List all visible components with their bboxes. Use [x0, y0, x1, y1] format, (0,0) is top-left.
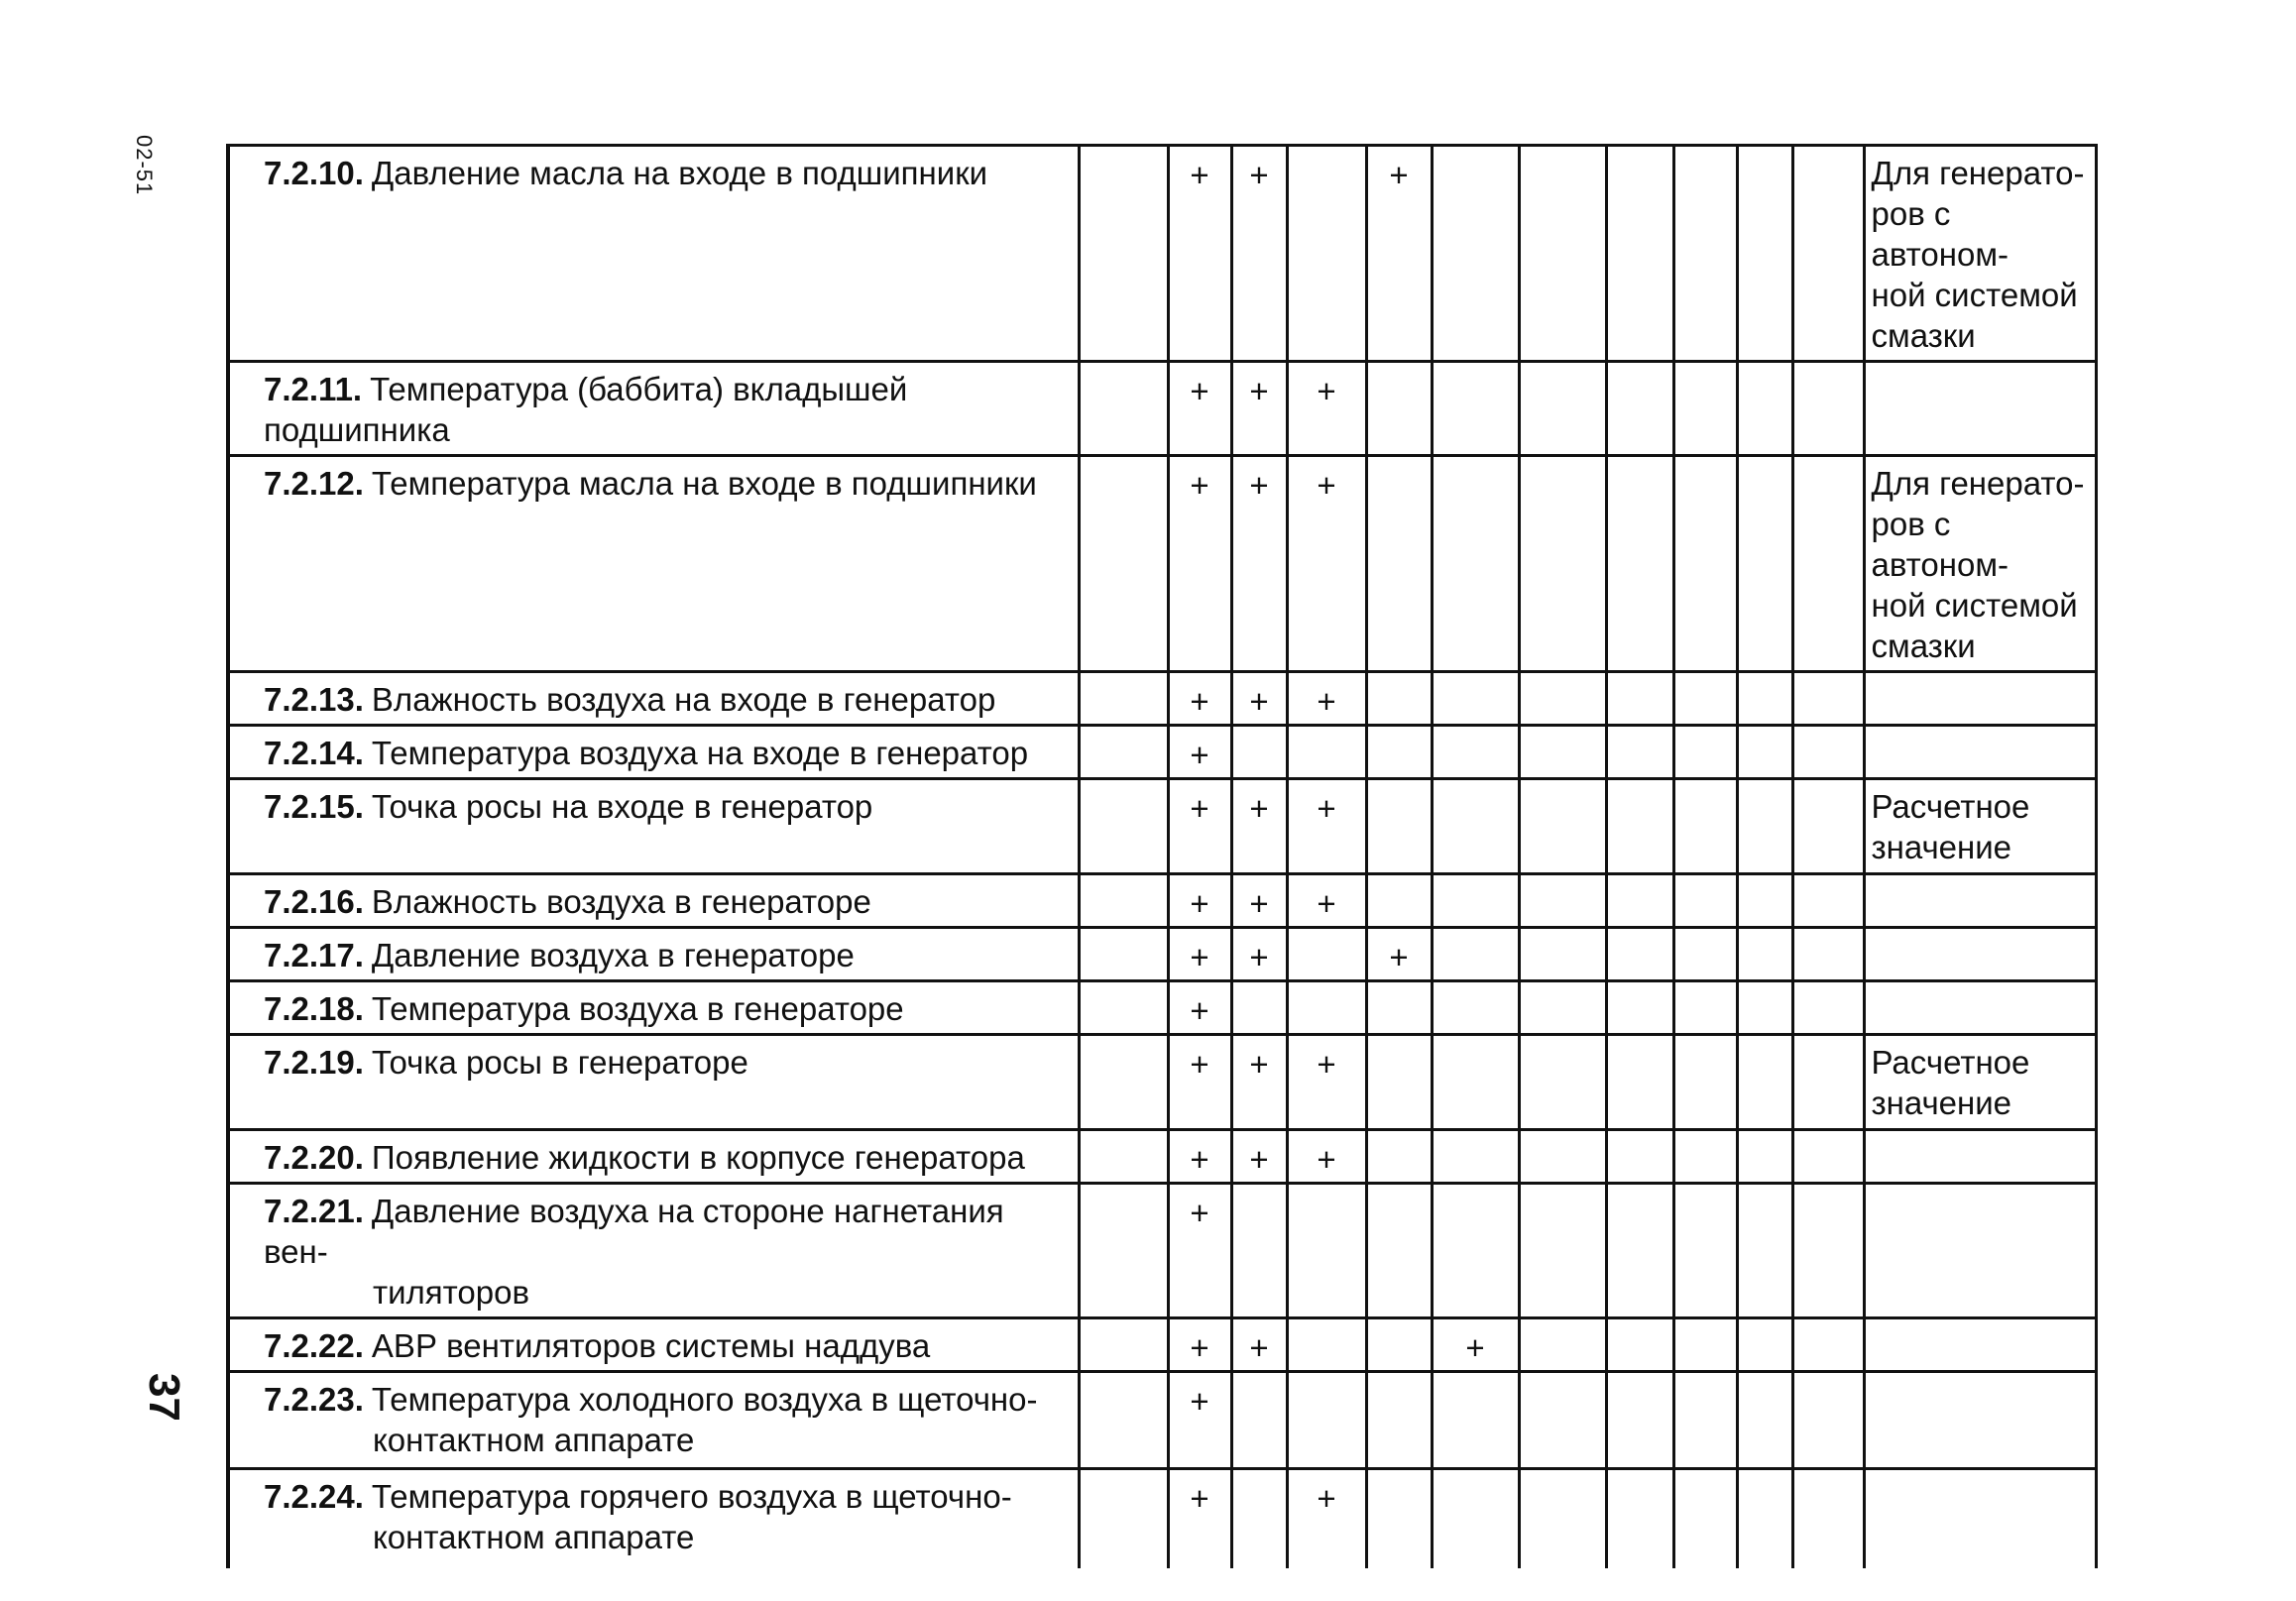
table-row: [228, 1318, 2096, 1372]
mark-cell: [1673, 1318, 1737, 1372]
note-cell: [1864, 146, 2096, 362]
parameter-cell: [228, 456, 1079, 672]
mark-cell: [1737, 1469, 1792, 1568]
mark-cell: [1792, 456, 1864, 672]
parameter-name-continuation: контактном аппарате: [373, 1519, 695, 1555]
mark-cell: [1519, 362, 1606, 456]
mark-cell: [1432, 146, 1519, 362]
mark-cell: +: [1168, 1184, 1231, 1318]
mark-cell: [1673, 1184, 1737, 1318]
mark-cell: [1079, 981, 1168, 1035]
mark-cell: [1366, 726, 1432, 779]
table-row: [228, 146, 2096, 362]
note-line: ров с автоном-: [1871, 506, 2009, 583]
mark-cell: [1432, 1372, 1519, 1469]
mark-cell: [1737, 779, 1792, 874]
mark-cell: +: [1366, 928, 1432, 981]
mark-cell: +: [1231, 146, 1287, 362]
mark-cell: [1079, 362, 1168, 456]
note-cell: [1864, 672, 2096, 726]
table-row: [228, 874, 2096, 928]
note-cell: [1864, 362, 2096, 456]
parameter-name-continuation: тиляторов: [373, 1274, 530, 1311]
mark-cell: [1737, 726, 1792, 779]
mark-cell: [1737, 874, 1792, 928]
mark-cell: [1432, 874, 1519, 928]
mark-cell: [1737, 981, 1792, 1035]
note-cell: [1864, 928, 2096, 981]
mark-cell: [1231, 1469, 1287, 1568]
mark-cell: +: [1231, 672, 1287, 726]
table-row: [228, 779, 2096, 874]
table-row: [228, 1035, 2096, 1130]
mark-cell: +: [1168, 874, 1231, 928]
mark-cell: [1366, 362, 1432, 456]
mark-cell: [1737, 928, 1792, 981]
table-row: [228, 726, 2096, 779]
mark-cell: [1737, 1035, 1792, 1130]
parameter-name: Температура горячего воздуха в щеточно-: [371, 1478, 1012, 1515]
mark-cell: [1079, 779, 1168, 874]
mark-cell: [1079, 672, 1168, 726]
note-cell: [1864, 726, 2096, 779]
table-row: [228, 456, 2096, 672]
mark-cell: [1079, 1035, 1168, 1130]
mark-cell: [1231, 726, 1287, 779]
parameter-name-continuation: контактном аппарате: [373, 1422, 695, 1458]
mark-cell: [1673, 672, 1737, 726]
note-cell: [1864, 1469, 2096, 1568]
mark-cell: [1079, 726, 1168, 779]
mark-cell: [1519, 1130, 1606, 1184]
parameter-name: Влажность воздуха на входе в генератор: [371, 681, 996, 718]
parameter-cell: [228, 1318, 1079, 1372]
mark-cell: [1737, 362, 1792, 456]
mark-cell: [1606, 779, 1673, 874]
mark-cell: [1792, 874, 1864, 928]
mark-cell: +: [1231, 1318, 1287, 1372]
note-line: значение: [1871, 1085, 2012, 1121]
note-cell: [1864, 1130, 2096, 1184]
mark-cell: [1287, 146, 1366, 362]
mark-cell: [1606, 726, 1673, 779]
note-cell: [1864, 1184, 2096, 1318]
mark-cell: [1606, 1130, 1673, 1184]
parameter-cell: [228, 1372, 1079, 1469]
parameter-cell: [228, 1469, 1079, 1568]
document-code: 02-51: [132, 135, 157, 196]
parameter-name: Температура холодного воздуха в щеточно-: [371, 1381, 1038, 1418]
parameter-name: Давление масла на входе в подшипники: [371, 155, 988, 191]
note-cell: [1864, 874, 2096, 928]
item-number: 7.2.12.: [264, 465, 364, 502]
item-number: 7.2.14.: [264, 735, 364, 771]
mark-cell: [1606, 672, 1673, 726]
mark-cell: [1606, 928, 1673, 981]
mark-cell: [1231, 1184, 1287, 1318]
mark-cell: [1432, 1469, 1519, 1568]
mark-cell: [1079, 874, 1168, 928]
mark-cell: +: [1366, 146, 1432, 362]
mark-cell: [1673, 1372, 1737, 1469]
mark-cell: [1366, 1372, 1432, 1469]
item-number: 7.2.13.: [264, 681, 364, 718]
item-number: 7.2.24.: [264, 1478, 364, 1515]
mark-cell: [1792, 362, 1864, 456]
mark-cell: [1366, 456, 1432, 672]
mark-cell: [1737, 1372, 1792, 1469]
mark-cell: +: [1168, 1035, 1231, 1130]
note-line: смазки: [1871, 317, 1976, 354]
mark-cell: [1432, 1130, 1519, 1184]
mark-cell: [1737, 1130, 1792, 1184]
mark-cell: +: [1231, 874, 1287, 928]
mark-cell: [1606, 362, 1673, 456]
mark-cell: [1673, 1469, 1737, 1568]
mark-cell: [1079, 1469, 1168, 1568]
item-number: 7.2.18.: [264, 990, 364, 1027]
item-number: 7.2.19.: [264, 1044, 364, 1081]
mark-cell: [1432, 779, 1519, 874]
mark-cell: [1519, 1469, 1606, 1568]
mark-cell: +: [1287, 362, 1366, 456]
mark-cell: +: [1287, 1130, 1366, 1184]
note-cell: [1864, 1318, 2096, 1372]
item-number: 7.2.21.: [264, 1193, 364, 1229]
mark-cell: [1231, 1372, 1287, 1469]
mark-cell: [1606, 1469, 1673, 1568]
mark-cell: [1519, 779, 1606, 874]
mark-cell: +: [1231, 362, 1287, 456]
mark-cell: [1079, 1184, 1168, 1318]
note-cell: [1864, 456, 2096, 672]
mark-cell: +: [1168, 456, 1231, 672]
parameter-name: Точка росы на входе в генератор: [371, 788, 873, 825]
parameter-cell: [228, 874, 1079, 928]
mark-cell: +: [1231, 779, 1287, 874]
mark-cell: [1287, 928, 1366, 981]
mark-cell: [1792, 981, 1864, 1035]
mark-cell: [1366, 1035, 1432, 1130]
mark-cell: [1432, 362, 1519, 456]
parameter-name: Точка росы в генераторе: [371, 1044, 748, 1081]
mark-cell: +: [1231, 1035, 1287, 1130]
page-number: 37: [140, 1373, 188, 1422]
mark-cell: +: [1287, 456, 1366, 672]
mark-cell: [1519, 672, 1606, 726]
mark-cell: [1792, 1130, 1864, 1184]
note-line: значение: [1871, 829, 2012, 865]
mark-cell: +: [1287, 672, 1366, 726]
mark-cell: [1366, 1318, 1432, 1372]
mark-cell: +: [1168, 146, 1231, 362]
mark-cell: [1287, 981, 1366, 1035]
mark-cell: [1432, 456, 1519, 672]
mark-cell: [1079, 928, 1168, 981]
note-line: Расчетное: [1871, 1044, 2030, 1081]
mark-cell: [1673, 146, 1737, 362]
mark-cell: [1673, 981, 1737, 1035]
mark-cell: [1792, 1184, 1864, 1318]
mark-cell: [1287, 726, 1366, 779]
parameter-name: Давление воздуха на стороне нагнетания вен-: [264, 1193, 1004, 1270]
mark-cell: +: [1168, 672, 1231, 726]
parameter-name: Давление воздуха в генераторе: [371, 937, 855, 973]
mark-cell: [1519, 1372, 1606, 1469]
table-row: [228, 1130, 2096, 1184]
table-body: [228, 146, 2096, 1568]
mark-cell: [1519, 981, 1606, 1035]
mark-cell: [1079, 1130, 1168, 1184]
mark-cell: [1673, 456, 1737, 672]
mark-cell: [1079, 146, 1168, 362]
table-row: [228, 672, 2096, 726]
mark-cell: [1792, 1372, 1864, 1469]
mark-cell: [1366, 874, 1432, 928]
parameter-name: Температура воздуха на входе в генератор: [371, 735, 1029, 771]
note-line: Расчетное: [1871, 788, 2030, 825]
mark-cell: [1519, 1318, 1606, 1372]
table-row: [228, 362, 2096, 456]
mark-cell: [1792, 1035, 1864, 1130]
mark-cell: [1519, 874, 1606, 928]
parameter-name: Температура (баббита) вкладышей подшипника: [264, 371, 908, 448]
mark-cell: [1432, 726, 1519, 779]
table-row: [228, 1469, 2096, 1568]
mark-cell: [1519, 726, 1606, 779]
mark-cell: +: [1287, 874, 1366, 928]
parameter-cell: [228, 726, 1079, 779]
mark-cell: [1673, 726, 1737, 779]
parameter-name: АВР вентиляторов системы наддува: [371, 1327, 931, 1364]
mark-cell: +: [1168, 981, 1231, 1035]
item-number: 7.2.16.: [264, 883, 364, 920]
mark-cell: [1366, 1130, 1432, 1184]
note-line: ров с автоном-: [1871, 195, 2009, 273]
mark-cell: [1606, 1184, 1673, 1318]
mark-cell: +: [1168, 779, 1231, 874]
mark-cell: [1432, 672, 1519, 726]
mark-cell: +: [1231, 928, 1287, 981]
mark-cell: [1519, 146, 1606, 362]
mark-cell: [1366, 1469, 1432, 1568]
mark-cell: +: [1168, 726, 1231, 779]
mark-cell: [1519, 928, 1606, 981]
mark-cell: [1792, 928, 1864, 981]
mark-cell: +: [1168, 1318, 1231, 1372]
mark-cell: [1737, 672, 1792, 726]
item-number: 7.2.10.: [264, 155, 364, 191]
parameter-name: Появление жидкости в корпусе генератора: [371, 1139, 1025, 1176]
mark-cell: [1792, 1318, 1864, 1372]
parameter-cell: [228, 779, 1079, 874]
parameter-cell: [228, 146, 1079, 362]
mark-cell: [1673, 928, 1737, 981]
mark-cell: [1079, 1318, 1168, 1372]
item-number: 7.2.22.: [264, 1327, 364, 1364]
mark-cell: +: [1287, 779, 1366, 874]
mark-cell: [1673, 362, 1737, 456]
mark-cell: [1519, 1184, 1606, 1318]
note-line: смазки: [1871, 628, 1976, 664]
mark-cell: [1737, 1318, 1792, 1372]
mark-cell: [1231, 981, 1287, 1035]
mark-cell: [1432, 981, 1519, 1035]
mark-cell: [1287, 1184, 1366, 1318]
parameter-name: Влажность воздуха в генераторе: [371, 883, 871, 920]
mark-cell: +: [1168, 1469, 1231, 1568]
mark-cell: [1366, 779, 1432, 874]
mark-cell: [1287, 1318, 1366, 1372]
mark-cell: [1432, 1184, 1519, 1318]
mark-cell: +: [1168, 362, 1231, 456]
item-number: 7.2.17.: [264, 937, 364, 973]
parameter-cell: [228, 981, 1079, 1035]
note-line: ной системой: [1871, 277, 2078, 313]
mark-cell: [1432, 1035, 1519, 1130]
parameter-cell: [228, 1035, 1079, 1130]
mark-cell: [1432, 928, 1519, 981]
mark-cell: [1287, 1372, 1366, 1469]
item-number: 7.2.20.: [264, 1139, 364, 1176]
mark-cell: [1606, 456, 1673, 672]
mark-cell: [1673, 1035, 1737, 1130]
mark-cell: [1792, 1469, 1864, 1568]
parameter-cell: [228, 362, 1079, 456]
note-line: ной системой: [1871, 587, 2078, 624]
mark-cell: [1606, 874, 1673, 928]
mark-cell: [1606, 981, 1673, 1035]
note-line: Для генерато-: [1871, 465, 2085, 502]
item-number: 7.2.15.: [264, 788, 364, 825]
mark-cell: [1366, 672, 1432, 726]
note-cell: [1864, 779, 2096, 874]
mark-cell: [1606, 146, 1673, 362]
mark-cell: [1792, 146, 1864, 362]
table-row: [228, 1184, 2096, 1318]
note-cell: [1864, 1035, 2096, 1130]
mark-cell: [1792, 726, 1864, 779]
parameters-table: [226, 144, 2098, 1568]
mark-cell: [1079, 1372, 1168, 1469]
mark-cell: [1792, 779, 1864, 874]
note-line: Для генерато-: [1871, 155, 2085, 191]
mark-cell: +: [1168, 928, 1231, 981]
item-number: 7.2.11.: [264, 371, 363, 407]
parameter-name: Температура масла на входе в подшипники: [371, 465, 1037, 502]
mark-cell: [1606, 1372, 1673, 1469]
mark-cell: [1519, 456, 1606, 672]
mark-cell: [1673, 874, 1737, 928]
table-row: [228, 928, 2096, 981]
table-row: [228, 1372, 2096, 1469]
item-number: 7.2.23.: [264, 1381, 364, 1418]
mark-cell: +: [1231, 1130, 1287, 1184]
note-cell: [1864, 1372, 2096, 1469]
mark-cell: [1737, 456, 1792, 672]
mark-cell: [1606, 1035, 1673, 1130]
table-row: [228, 981, 2096, 1035]
mark-cell: [1519, 1035, 1606, 1130]
mark-cell: +: [1287, 1469, 1366, 1568]
mark-cell: [1079, 456, 1168, 672]
mark-cell: +: [1231, 456, 1287, 672]
mark-cell: [1673, 779, 1737, 874]
mark-cell: [1737, 1184, 1792, 1318]
mark-cell: +: [1168, 1130, 1231, 1184]
mark-cell: [1366, 1184, 1432, 1318]
parameter-cell: [228, 672, 1079, 726]
parameter-name: Температура воздуха в генераторе: [371, 990, 904, 1027]
parameter-cell: [228, 1130, 1079, 1184]
mark-cell: +: [1432, 1318, 1519, 1372]
parameter-cell: [228, 1184, 1079, 1318]
mark-cell: +: [1287, 1035, 1366, 1130]
note-cell: [1864, 981, 2096, 1035]
parameter-cell: [228, 928, 1079, 981]
mark-cell: [1366, 981, 1432, 1035]
mark-cell: [1792, 672, 1864, 726]
mark-cell: [1606, 1318, 1673, 1372]
mark-cell: [1737, 146, 1792, 362]
mark-cell: [1673, 1130, 1737, 1184]
mark-cell: +: [1168, 1372, 1231, 1469]
